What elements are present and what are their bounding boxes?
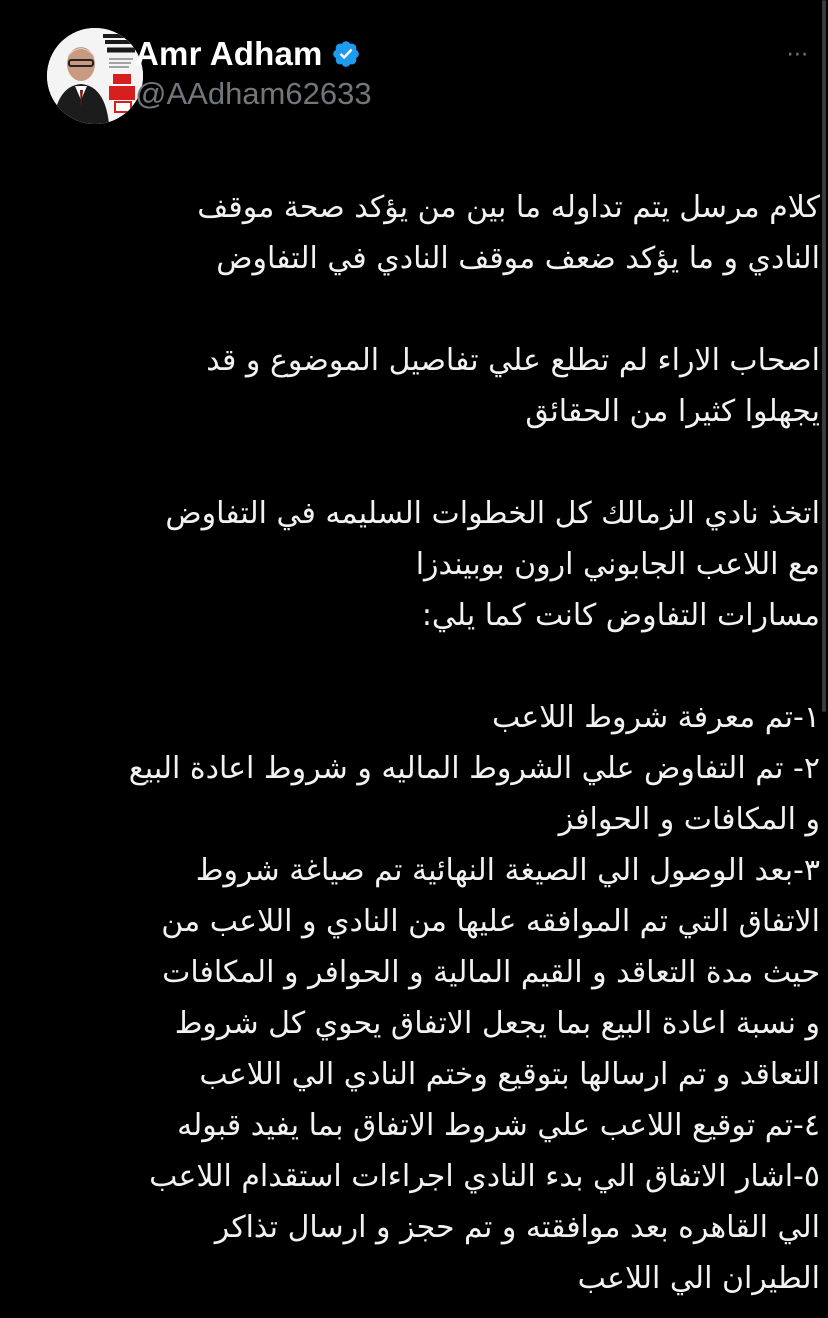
more-options-icon[interactable]: ⋯ [786,41,810,67]
tweet-text [40,182,820,1304]
tweet-paragraph-gap [40,437,820,488]
tweet-paragraph-gap [40,641,820,692]
tweet-line: ٢- تم التفاوض علي الشروط الماليه و شروط اعادة البيع [128,751,820,786]
tweet-line: اتخذ نادي الزمالك كل الخطوات السليمه في التفاوض [165,496,820,531]
tweet-line: ٤-تم توقيع اللاعب علي شروط الاتفاق بما يفيد قبوله [177,1108,820,1143]
avatar[interactable] [47,28,143,124]
tweet-line: و المكافات و الحوافز [558,802,820,837]
tweet-line: التعاقد و تم ارسالها بتوقيع وختم النادي الي اللاعب [199,1057,820,1092]
tweet-line: الطيران الي اللاعب [577,1261,820,1296]
name-row [135,32,361,76]
tweet-paragraph-gap [40,284,820,335]
display-name[interactable]: Amr Adham [135,35,323,72]
tweet-line: ١-تم معرفة شروط اللاعب [491,700,820,735]
tweet-line: حيث مدة التعاقد و القيم المالية و الحوافر و المكافات [162,955,820,990]
tweet-line: الي القاهره بعد موافقته و تم حجز و ارسال تذاكر [214,1210,820,1245]
scrollbar-thumb[interactable] [822,0,826,712]
tweet-line: النادي و ما يؤكد ضعف موقف النادي في التفاوض [216,241,820,276]
scrollbar[interactable] [820,0,828,1318]
verified-badge-icon [331,39,361,69]
tweet-line: اصحاب الاراء لم تطلع علي تفاصيل الموضوع و قد [206,343,820,378]
tweet-line: ٣-بعد الوصول الي الصيغة النهائية تم صياغة شروط [195,853,820,888]
tweet-line: مع اللاعب الجابوني ارون بوبيندزا [415,547,820,582]
tweet-line: و نسبة اعادة البيع بما يجعل الاتفاق يحوي كل شروط [174,1006,820,1041]
tweet-line: الاتفاق التي تم الموافقه عليها من النادي و اللاعب من [161,904,820,939]
user-handle[interactable]: @AAdham62633 [135,76,372,111]
tweet-line: كلام مرسل يتم تداوله ما بين من يؤكد صحة موقف [197,190,820,225]
avatar-image-icon [47,28,143,124]
tweet-line: مسارات التفاوض كانت كما يلي: [421,598,820,633]
tweet-line: يجهلوا كثيرا من الحقائق [525,394,820,429]
tweet-line: ٥-اشار الاتفاق الي بدء النادي اجراءات استقدام اللاعب [149,1159,820,1194]
tweet-header [0,0,828,140]
